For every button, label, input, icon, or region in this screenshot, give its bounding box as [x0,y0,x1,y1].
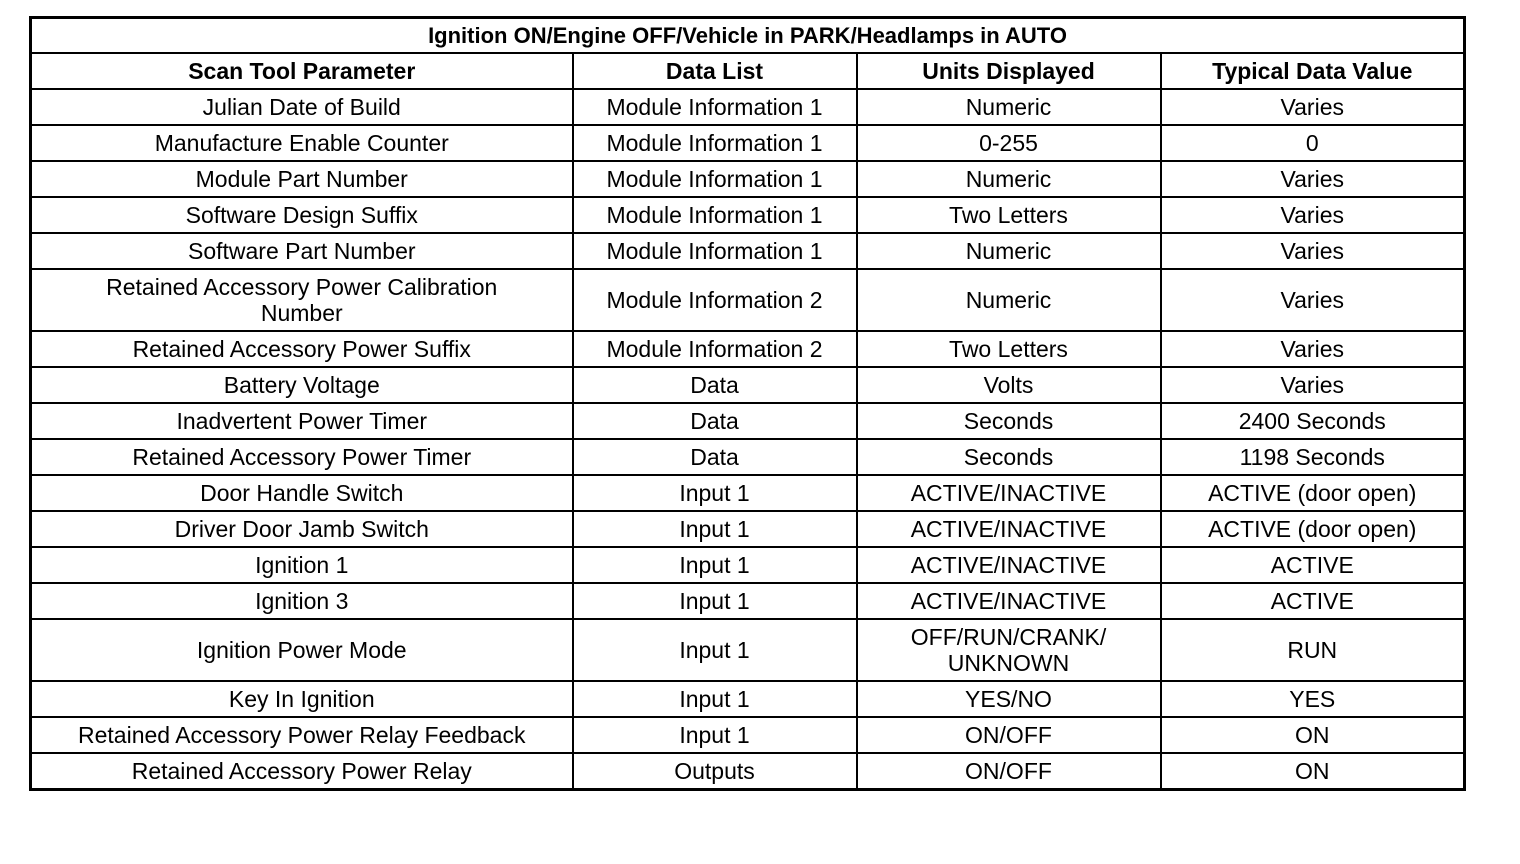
table-row [31,583,1465,619]
table-row [31,753,1465,790]
units-cell: Numeric [857,269,1161,331]
table-row [31,367,1465,403]
parameter-cell: Manufacture Enable Counter [31,125,573,161]
units-cell: ON/OFF [857,753,1161,790]
table-row [31,547,1465,583]
data-list-cell: Input 1 [573,511,857,547]
data-list-cell: Input 1 [573,583,857,619]
parameter-cell: Key In Ignition [31,681,573,717]
units-cell: Numeric [857,89,1161,125]
typical-value-cell: ACTIVE [1161,583,1465,619]
typical-value-cell: ACTIVE (door open) [1161,475,1465,511]
parameter-cell: Retained Accessory Power Timer [31,439,573,475]
scan-tool-data-table [29,16,1466,791]
data-list-cell: Module Information 1 [573,197,857,233]
units-cell: ACTIVE/INACTIVE [857,547,1161,583]
table-row [31,475,1465,511]
typical-value-cell: ON [1161,717,1465,753]
table-row [31,439,1465,475]
parameter-cell: Retained Accessory Power Calibration Number [31,269,573,331]
typical-value-cell: Varies [1161,89,1465,125]
units-cell: Seconds [857,439,1161,475]
table-row [31,161,1465,197]
parameter-cell: Ignition 3 [31,583,573,619]
units-cell: Numeric [857,161,1161,197]
typical-value-cell: ACTIVE (door open) [1161,511,1465,547]
typical-value-cell: Varies [1161,161,1465,197]
table-row [31,619,1465,681]
data-list-cell: Module Information 2 [573,331,857,367]
table-title-row [31,18,1465,54]
parameter-cell: Ignition Power Mode [31,619,573,681]
data-list-cell: Module Information 1 [573,89,857,125]
data-list-cell: Input 1 [573,681,857,717]
parameter-cell: Inadvertent Power Timer [31,403,573,439]
typical-value-cell: 1198 Seconds [1161,439,1465,475]
table-row [31,89,1465,125]
typical-value-cell: Varies [1161,331,1465,367]
typical-value-cell: YES [1161,681,1465,717]
table-row [31,403,1465,439]
table-title: Ignition ON/Engine OFF/Vehicle in PARK/Headlamps in AUTO [31,18,1465,54]
data-list-cell: Input 1 [573,547,857,583]
units-cell: Numeric [857,233,1161,269]
typical-value-cell: ACTIVE [1161,547,1465,583]
units-cell: Volts [857,367,1161,403]
column-header-units: Units Displayed [857,53,1161,89]
data-list-cell: Module Information 2 [573,269,857,331]
typical-value-cell: RUN [1161,619,1465,681]
table-row [31,331,1465,367]
parameter-cell: Door Handle Switch [31,475,573,511]
column-header-row [31,53,1465,89]
data-list-cell: Data [573,367,857,403]
typical-value-cell: ON [1161,753,1465,790]
column-header-typical-value: Typical Data Value [1161,53,1465,89]
parameter-cell: Software Design Suffix [31,197,573,233]
data-list-cell: Data [573,403,857,439]
data-list-cell: Data [573,439,857,475]
units-cell: Two Letters [857,197,1161,233]
table-row [31,511,1465,547]
units-cell: YES/NO [857,681,1161,717]
units-cell: ACTIVE/INACTIVE [857,583,1161,619]
parameter-cell: Retained Accessory Power Relay Feedback [31,717,573,753]
data-list-cell: Input 1 [573,619,857,681]
data-list-cell: Module Information 1 [573,125,857,161]
data-list-cell: Input 1 [573,717,857,753]
parameter-cell: Retained Accessory Power Suffix [31,331,573,367]
table-row [31,269,1465,331]
parameter-cell: Module Part Number [31,161,573,197]
table-row [31,233,1465,269]
data-list-cell: Module Information 1 [573,161,857,197]
typical-value-cell: 2400 Seconds [1161,403,1465,439]
parameter-cell: Retained Accessory Power Relay [31,753,573,790]
units-cell: ON/OFF [857,717,1161,753]
table-row [31,197,1465,233]
units-cell: ACTIVE/INACTIVE [857,475,1161,511]
column-header-data-list: Data List [573,53,857,89]
units-cell: Seconds [857,403,1161,439]
typical-value-cell: Varies [1161,233,1465,269]
table-row [31,717,1465,753]
typical-value-cell: Varies [1161,367,1465,403]
data-list-cell: Module Information 1 [573,233,857,269]
units-cell: Two Letters [857,331,1161,367]
typical-value-cell: 0 [1161,125,1465,161]
column-header-parameter: Scan Tool Parameter [31,53,573,89]
data-list-cell: Outputs [573,753,857,790]
units-cell: OFF/RUN/CRANK/ UNKNOWN [857,619,1161,681]
parameter-cell: Driver Door Jamb Switch [31,511,573,547]
parameter-cell: Battery Voltage [31,367,573,403]
parameter-cell: Software Part Number [31,233,573,269]
table-row [31,125,1465,161]
typical-value-cell: Varies [1161,269,1465,331]
units-cell: ACTIVE/INACTIVE [857,511,1161,547]
parameter-cell: Julian Date of Build [31,89,573,125]
table-row [31,681,1465,717]
units-cell: 0-255 [857,125,1161,161]
parameter-cell: Ignition 1 [31,547,573,583]
typical-value-cell: Varies [1161,197,1465,233]
data-list-cell: Input 1 [573,475,857,511]
